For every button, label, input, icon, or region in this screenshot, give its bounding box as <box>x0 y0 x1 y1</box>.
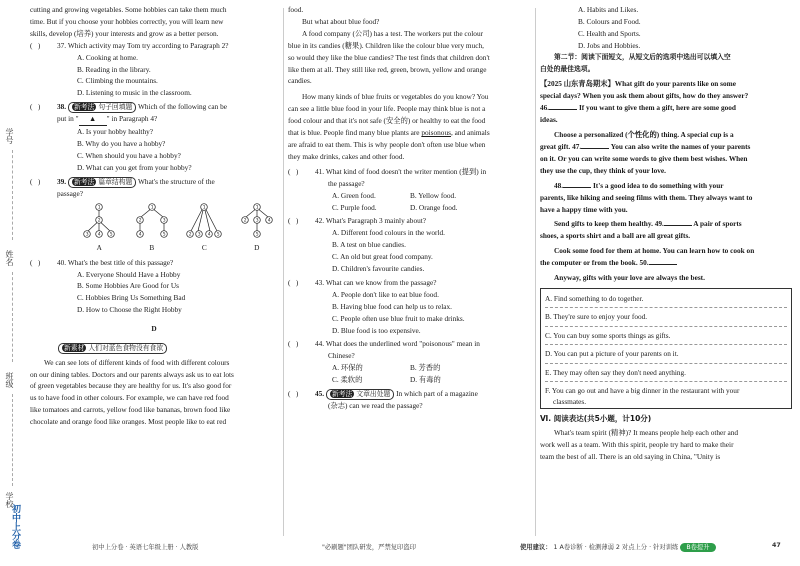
question-stem: 43. What can we know from the passage? <box>315 277 437 287</box>
tag-text: 篇章结构题 <box>98 177 133 186</box>
advice-text: 1 A卷诊断 · 检测薄弱 2 对点上分 · 针对训练 <box>553 544 679 551</box>
structure-tree-c <box>184 202 224 242</box>
blank-48[interactable] <box>563 187 591 188</box>
structure-tree-b <box>132 202 172 242</box>
svg-text:3: 3 <box>85 232 89 238</box>
option: B. Colours and Food. <box>578 16 641 26</box>
question-stem-line-2: passage? <box>57 188 83 198</box>
material-tag <box>58 343 167 354</box>
option: A. Is your hobby healthy? <box>77 127 153 137</box>
tag-head: 新考法 <box>331 390 353 399</box>
column-divider <box>535 8 536 536</box>
structure-label: A <box>96 242 102 252</box>
cut-line <box>12 394 13 486</box>
blank-46[interactable] <box>549 109 577 110</box>
text-line: skills, develop (培养) your interests and grow as a better person. <box>30 28 219 38</box>
option-grid <box>332 362 531 386</box>
svg-text:5: 5 <box>109 232 113 238</box>
text-line: ideas. <box>540 115 558 125</box>
structure-diagrams <box>78 202 278 254</box>
option: C. Purple food. <box>332 202 377 212</box>
question-44 <box>288 338 531 350</box>
structure-label: B <box>149 242 155 252</box>
blank-number: 49. <box>654 219 664 229</box>
structure-option-c <box>183 202 226 254</box>
text-line: can see a little blue food in your life. People may think blue is not a <box>288 104 486 114</box>
text-line: so would they like the blue candies? The test finds that children don't <box>288 52 490 62</box>
text-line: work well as a team. With this spirit, people try hard to make their <box>540 439 734 449</box>
svg-text:5: 5 <box>162 232 166 238</box>
option: C. People often use blue fruit to make drinks. <box>332 313 465 323</box>
option: C. 柔软的 <box>332 375 363 385</box>
option: A. Habits and Likes. <box>578 5 639 14</box>
text-line: they make drinks, cakes and other food. <box>288 151 405 161</box>
tag-head: 新素材 <box>64 343 85 352</box>
cut-line <box>12 150 13 240</box>
option: D. Jobs and Hobbies. <box>578 40 641 50</box>
column-divider <box>283 8 284 536</box>
box-option: B. They're sure to enjoy your food. <box>545 308 787 326</box>
options-box <box>540 288 792 409</box>
question-37 <box>30 40 278 52</box>
question-stem-line-2: put in " ▲ " in Paragraph 4? <box>57 113 278 126</box>
box-option: E. They may often say they don't need anything. <box>545 364 787 382</box>
svg-text:2: 2 <box>138 218 142 224</box>
text-line: that is blue. People find many blue plants are poisonous, and animals <box>288 128 490 138</box>
text-line: are afraid to eat them. This is why people don't often use blue when <box>288 139 486 149</box>
svg-text:4: 4 <box>138 232 142 238</box>
structure-option-d <box>236 202 279 254</box>
answer-bracket[interactable]: ( ) <box>30 40 41 50</box>
footer-left: 初中上分卷 · 英语七年级上册 · 人教版 <box>92 544 199 551</box>
text-line: on it. Or you can write some words to give them best wishes. When <box>540 153 748 163</box>
name-label: 姓名 <box>5 250 14 266</box>
text-line: Send gifts to keep them healthy. 49. A pair of sports <box>554 219 742 229</box>
binding-strip <box>0 0 24 566</box>
box-option: C. You can buy some sports things as gifts. <box>545 327 787 345</box>
option: B. Reading in the library. <box>77 64 151 74</box>
text-line: like them at all. They still like red, green, brown, yellow and orange <box>288 64 487 74</box>
text-line: But what about blue food? <box>302 16 380 26</box>
option: C. Hobbies Bring Us Something Bad <box>77 293 186 303</box>
question-stem: Which of the following can be <box>138 102 227 112</box>
answer-bracket[interactable]: ( ) <box>288 339 299 349</box>
question-45 <box>288 388 531 400</box>
advice-label: 使用建议： <box>520 544 552 551</box>
brand-logo: 初中上分卷 <box>10 504 20 549</box>
svg-text:1: 1 <box>97 205 101 211</box>
svg-text:4: 4 <box>267 218 271 224</box>
question-38 <box>30 101 278 113</box>
level-pill: B卷提升 <box>680 543 715 552</box>
question-40 <box>30 257 278 269</box>
school-label: 学校 <box>5 492 14 508</box>
text-line: of green vegetables because they are healthy for us. It's also good for <box>30 381 232 391</box>
svg-text:5: 5 <box>216 232 220 238</box>
option: D. Listening to music in the classroom. <box>77 88 192 98</box>
text-line: on our dining tables. Doctors and our parents always ask us to eat lots <box>30 369 234 379</box>
question-type-tag <box>326 389 394 400</box>
option: C. An old but great food company. <box>332 252 433 262</box>
svg-text:1: 1 <box>150 205 154 211</box>
blank-number: 47. <box>572 141 582 151</box>
page-number: 47 <box>772 542 781 549</box>
option: B. 芳香的 <box>410 363 441 373</box>
option: A. Different food colours in the world. <box>332 228 445 238</box>
text-line: cutting and growing vegetables. Some hobbies can take them much <box>30 5 227 14</box>
section-instruction: 白处的最佳选项。 <box>540 64 595 73</box>
column-2 <box>288 4 531 412</box>
text-line: 48. It's a good idea to do something with your <box>554 180 724 190</box>
option-grid <box>332 190 531 214</box>
text-line: food colour and that it's not safe (安全的) or healthy to eat the food <box>288 116 486 126</box>
answer-mark: D <box>151 324 157 334</box>
text-line: us to have food in other colours. For example, we can have red food <box>30 393 229 403</box>
text-line: shoes, a sports shirt and a ball are all great gifts. <box>540 231 691 241</box>
question-stem-line-2: Chinese? <box>328 351 355 361</box>
option: C. When should you have a hobby? <box>77 150 181 160</box>
class-label: 班级 <box>5 372 14 388</box>
option: B. Yellow food. <box>410 190 457 200</box>
svg-text:1: 1 <box>202 205 206 211</box>
text-line: blue in its candies (糖果). Children like the colour blue very much, <box>288 40 484 50</box>
option: B. A test on blue candies. <box>332 240 406 250</box>
structure-option-b <box>131 202 174 254</box>
box-option: A. Find something to do together. <box>545 290 787 308</box>
structure-label: D <box>254 242 260 252</box>
question-stem-line-2: the passage? <box>328 178 365 188</box>
svg-text:3: 3 <box>255 218 259 224</box>
option: D. Children's favourite candies. <box>332 264 425 274</box>
option: C. Climbing the mountains. <box>77 76 158 86</box>
question-stem: 44. What does the underlined word "poisonous" mean in <box>315 339 480 349</box>
question-39 <box>30 176 278 188</box>
option: D. What can you get from your hobby? <box>77 162 192 172</box>
tag-head: 新考法 <box>73 177 95 186</box>
text-line: We can see lots of different kinds of food with different colours <box>44 357 230 367</box>
answer-bracket[interactable]: ( ) <box>288 216 299 226</box>
question-number: 45. <box>315 389 325 399</box>
question-number: 39. <box>57 176 67 186</box>
svg-text:3: 3 <box>162 218 166 224</box>
text-line: How many kinds of blue fruits or vegetables do you know? You <box>302 92 489 102</box>
column-3 <box>540 4 792 463</box>
tag-text: 句子回填题 <box>98 103 133 112</box>
text-line: time. But if you choose your hobbies correctly, you will learn new <box>30 16 224 26</box>
answer-bracket[interactable]: ( ) <box>30 176 41 186</box>
svg-text:4: 4 <box>207 232 211 238</box>
text-line: Choose a personalized (个性化的) thing. A special cup is a <box>554 130 734 140</box>
blank-50[interactable] <box>649 264 677 265</box>
text-line: 46. If you want to give them a gift, here are some good <box>540 103 736 113</box>
structure-tree-a <box>79 202 119 242</box>
structure-option-a <box>78 202 121 254</box>
answer-bracket[interactable]: ( ) <box>288 166 299 176</box>
text-line: What's team spirit (精神)? It means people help each other and <box>554 427 739 437</box>
question-43 <box>288 277 531 289</box>
text-line: candies. <box>288 76 312 86</box>
source-tag: 【2025 山东青岛期末】 <box>540 79 615 89</box>
section-heading: Ⅵ. 阅读表达(共5小题，计10分) <box>540 413 652 423</box>
svg-text:3: 3 <box>197 232 201 238</box>
question-stem: 42. What's Paragraph 3 mainly about? <box>315 216 427 226</box>
blank-marker: ▲ <box>79 113 107 126</box>
svg-text:1: 1 <box>255 205 259 211</box>
text-line: like tomatoes and carrots, yellow food like bananas, brown food like <box>30 405 231 415</box>
question-stem: In which part of a magazine <box>396 389 478 399</box>
footer-middle: "必刷题"团队研发，严禁复印盗印 <box>322 544 416 551</box>
question-type-tag <box>68 102 136 113</box>
text-line: they use the cup, they think of your love. <box>540 165 666 175</box>
text-line: parents, like hiking and seeing films with them. They always want to <box>540 192 753 202</box>
svg-text:2: 2 <box>97 218 101 224</box>
option: A. Cooking at home. <box>77 52 139 62</box>
question-stem: 37. Which activity may Tom try according to Paragraph 2? <box>57 40 229 50</box>
tag-text: 人们对蓝色食物没有食欲 <box>88 343 164 352</box>
blank-number: 48. <box>554 180 564 190</box>
text-line: chocolate and orange food like oranges. Most people like to eat red <box>30 417 227 427</box>
text-line: food. <box>288 5 304 14</box>
option: A. 环保的 <box>332 363 363 373</box>
option: D. How to Choose the Right Hobby <box>77 305 182 315</box>
box-option: F. You can go out and have a big dinner in the restaurant with your classmates. <box>545 385 740 406</box>
question-number: 38. <box>57 102 67 112</box>
structure-label: C <box>201 242 207 252</box>
text-line: special days? When you ask them about gifts, how do they answer? <box>540 91 749 101</box>
blank-49[interactable] <box>664 225 692 226</box>
question-stem: 40. What's the best title of this passage? <box>57 257 174 267</box>
column-1 <box>30 4 278 428</box>
footer-advice <box>520 542 716 552</box>
tag-text: 文章出处题 <box>356 390 391 399</box>
tag-head: 新考法 <box>73 103 95 112</box>
option: A. Green food. <box>332 190 376 200</box>
text-line: have a happy time with you. <box>540 204 628 214</box>
question-stem-line-2: (杂志) can we read the passage? <box>328 401 423 411</box>
question-stem: What's the structure of the <box>138 176 215 186</box>
option: B. Having blue food can help us to relax. <box>332 301 452 311</box>
option: D. Blue food is too expensive. <box>332 325 421 335</box>
blank-number: 50. <box>639 258 649 268</box>
answer-bracket[interactable]: ( ) <box>30 102 41 112</box>
option: A. People don't like to eat blue food. <box>332 289 439 299</box>
svg-text:5: 5 <box>255 232 259 238</box>
blank-number: 46. <box>540 103 550 113</box>
text-line: great gift. 47. You can also write the names of your parents <box>540 141 751 151</box>
svg-text:2: 2 <box>243 218 247 224</box>
svg-text:2: 2 <box>188 232 192 238</box>
cut-line <box>12 272 13 362</box>
option: B. Why do you have a hobby? <box>77 139 166 149</box>
blank-47[interactable] <box>581 148 609 149</box>
text-line: the computer or from the book. 50. <box>540 257 792 269</box>
text-line: Anyway, gifts with your love are always the best. <box>554 273 705 283</box>
option: D. 有毒的 <box>410 375 441 385</box>
section-instruction: 第二节：阅读下面短文，从短文后的选项中选出可以填入空 <box>554 52 731 61</box>
text-line: team the best of all. There is an old saying in China, "Unity is <box>540 451 721 461</box>
text-line: A food company (公司) has a test. The workers put the colour <box>302 28 484 38</box>
question-stem: 41. What kind of food doesn't the writer mention (提到) in <box>315 166 487 176</box>
question-41 <box>288 166 531 178</box>
question-42 <box>288 215 531 227</box>
option: B. Some Hobbies Are Good for Us <box>77 281 179 291</box>
passage-tag <box>58 343 278 354</box>
text-line: 【2025 山东青岛期末】What gift do your parents like on some <box>540 79 736 89</box>
option: A. Everyone Should Have a Hobby <box>77 269 181 279</box>
answer-bracket[interactable]: ( ) <box>288 277 299 287</box>
svg-text:4: 4 <box>97 232 101 238</box>
option: C. Health and Sports. <box>578 28 641 38</box>
student-id-label: 学号 <box>5 128 14 144</box>
underlined-word: poisonous <box>421 128 451 138</box>
structure-tree-d <box>237 202 277 242</box>
text-line: Cook some food for them at home. You can learn how to cook on <box>554 246 755 256</box>
question-type-tag <box>68 177 136 188</box>
answer-bracket[interactable]: ( ) <box>30 257 41 267</box>
option: D. Orange food. <box>410 202 458 212</box>
box-option: D. You can put a picture of your parents on it. <box>545 345 787 363</box>
answer-bracket[interactable]: ( ) <box>288 389 299 399</box>
